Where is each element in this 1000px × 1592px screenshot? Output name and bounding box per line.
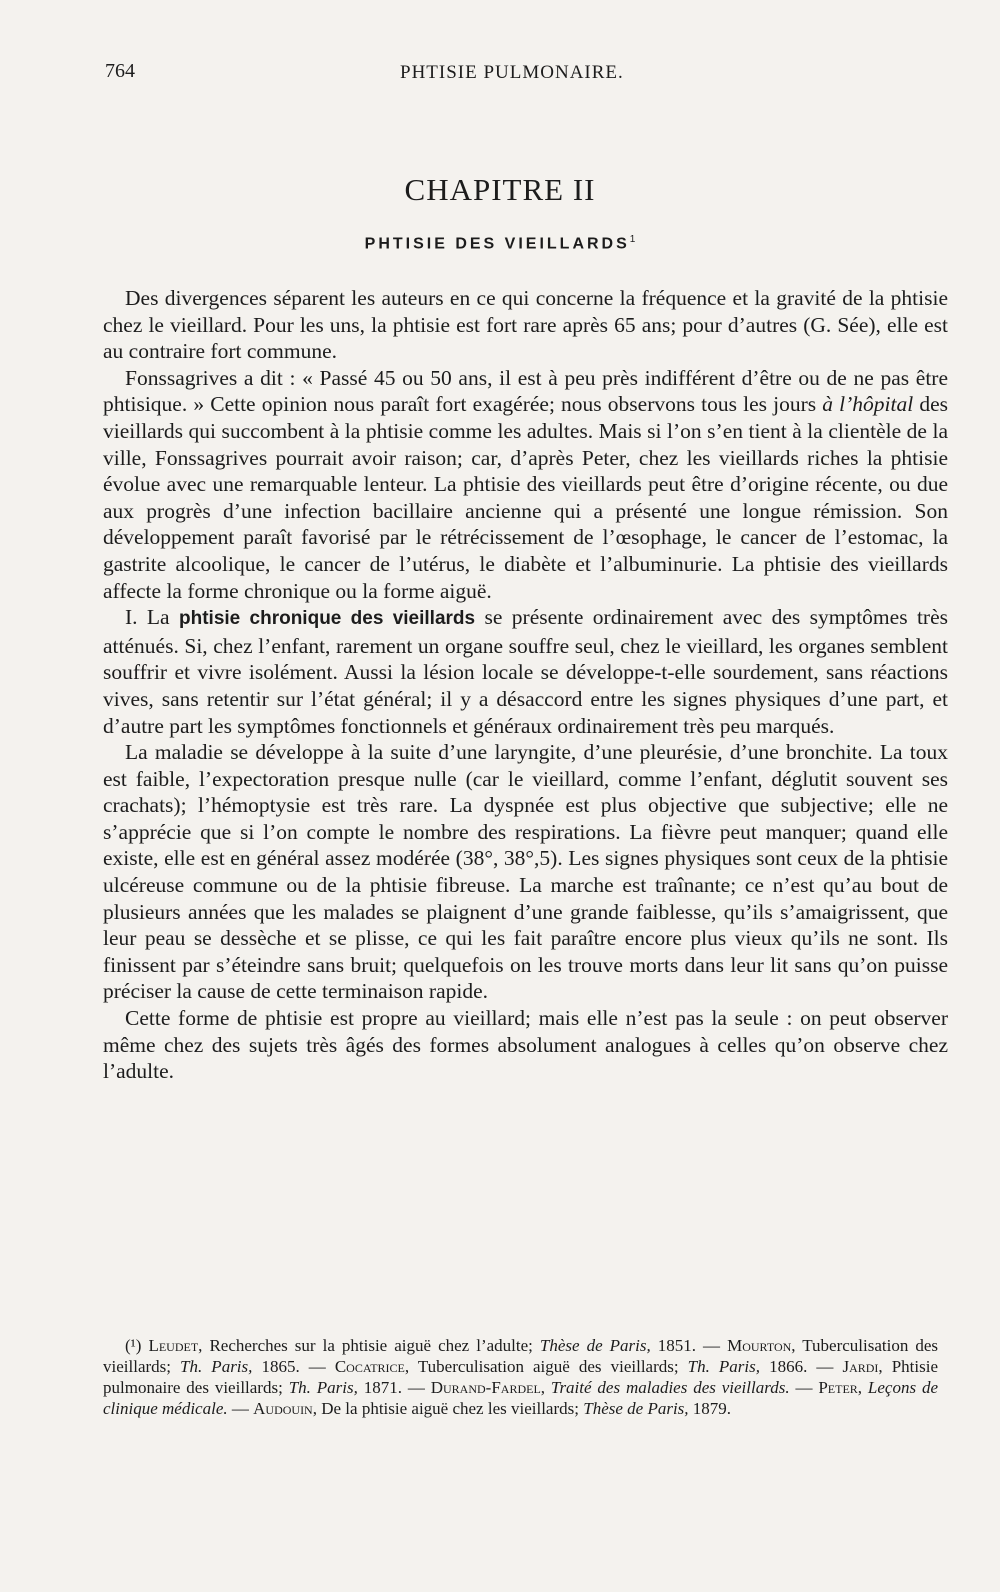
paragraph-1: Des divergences séparent les auteurs en ce qui concerne la fréquence et la gravité de la phtisie chez le vieillard. Pour les uns, la phtisie est fort rare après 65 ans; pour d’autres (G. Sée), elle est au contraire fort commune. <box>103 286 948 364</box>
footnote-year: 1851. — <box>650 1336 728 1355</box>
footnote-title: Traité des maladies des vieillards. <box>550 1378 790 1397</box>
paragraph-2 <box>103 365 948 604</box>
paragraph-3-bold-heading: phtisie chronique des vieillards <box>179 608 476 630</box>
chapter-title: CHAPITRE II <box>404 172 596 207</box>
paragraph-4: La maladie se développe à la suite d’une laryngite, d’une pleurésie, d’une bronchite. La toux est faible, l’expectoration presque nulle (car le vieillard, comme l’enfant, déglutit souvent ses crachats); l’hémoptysie est très rare. La dyspnée est plus objective que subjective; elle ne s’apprécie que si l’on compte le nombre des respirations. La fièvre peut manquer; quand elle existe, elle est en général assez modérée (38°, 38°,5). Les signes physiques sont ceux de la phtisie ulcéreuse commune ou de la phtisie fibreuse. La marche est traînante; ce n’est qu’au bout de plusieurs années que les malades se plaignent d’une grande faiblesse, qu’ils s’amaigrissent, que leur peau se dessèche et se plisse, ce qui les fait paraître encore plus vieux qu’ils ne sont. Ils finissent par s’éteindre sans bruit; quelquefois on les trouve morts dans leur lit sans qu’on puisse préciser la cause de cette terminaison rapide. <box>103 740 948 1004</box>
paragraph-3 <box>103 604 948 739</box>
running-title: PHTISIE PULMONAIRE. <box>400 62 624 83</box>
paragraph-3-rest: se présente ordinairement avec des symptômes très atténués. Si, chez l’enfant, rarement un organe souffre seul, chez le vieillard, les organes semblent souffrir et vivre isolément. Aussi la lésion locale se développe-t-elle sourdement, sans réactions vives, sans retentir sur l’état général; il y a désaccord entre les signes physiques d’une part, et d’autre part les symptômes fonctionnels et généraux ordinairement très peu marqués. <box>103 605 949 738</box>
footnote-thesis: Th. Paris, <box>288 1378 358 1397</box>
footnote-author: Leudet <box>148 1336 199 1355</box>
footnote-thesis: Th. Paris, <box>180 1357 253 1376</box>
footnote-thesis: Thèse de Paris, <box>583 1399 689 1418</box>
footnote-text-part: , Tuberculisation des vieillards; <box>103 1336 939 1376</box>
footnote-separator: — <box>227 1399 254 1418</box>
paragraph-2-part-b: des vieillards qui succombent à la phtisie comme les adultes. Mais si l’on s’en tient à la clientèle de la ville, Fonssagrives pourrait avoir raison; car, d’après Peter, chez les vieillards riches la phtisie évolue avec une remarquable lenteur. La phtisie des vieillards peut être d’origine récente, ou due aux progrès d’une infection bacillaire ancienne qui a présenté une longue rémission. Son développement paraît favorisé par le rétrécissement de l’œsophage, le cancer de l’estomac, la gastrite alcoolique, le cancer de l’utérus, le diabète et l’albuminurie. La phtisie des vieillards affecte la forme chronique ou la forme aiguë. <box>103 392 948 603</box>
footnote-author: Audouin <box>253 1399 313 1418</box>
footnote-author: Cocatrice <box>334 1357 405 1376</box>
paragraph-5: Cette forme de phtisie est propre au vieillard; mais elle n’est pas la seule : on peut observer même chez des sujets très âgés des formes absolument analogues à celles qu’on observe chez l’adulte. <box>103 1006 948 1084</box>
paragraph-3-lead: I. La <box>125 605 179 630</box>
running-header <box>100 60 950 90</box>
footnote-separator: — <box>789 1378 819 1397</box>
footnote-text-part: , De la phtisie aiguë chez les vieillards; <box>312 1399 584 1418</box>
footnote-text-part: , <box>540 1378 551 1397</box>
footnote-thesis: Th. Paris, <box>687 1357 761 1376</box>
footnote-author: Durand-Fardel <box>430 1378 541 1397</box>
footnote-text-part: , <box>857 1378 868 1397</box>
footnote-year: 1871. — <box>357 1378 431 1397</box>
footnote-text-part: , Tuberculisation aiguë des vieillards; <box>404 1357 688 1376</box>
footnote-text-part: , Recherches sur la phtisie aiguë chez l’adulte; <box>198 1336 540 1355</box>
chapter-subtitle <box>0 234 1000 253</box>
paragraph-2-part-a: Fonssagrives a dit : « Passé 45 ou 50 ans, il est à peu près indifférent d’être ou de ne pas être phtisique. » Cette opinion nous paraît fort exagérée; nous observons tous les jours <box>103 365 948 417</box>
footnote-text-part: , Phtisie pulmonaire des vieillards; <box>103 1357 939 1397</box>
footnote-year: 1865. — <box>252 1357 335 1376</box>
footnote-marker: 1 <box>629 234 636 245</box>
footnote-author: Peter <box>818 1378 858 1397</box>
footnote-year: 1866. — <box>760 1357 843 1376</box>
footnote-thesis: Thèse de Paris, <box>539 1336 651 1355</box>
paragraph-2-italic: à l’hôpital <box>822 392 914 417</box>
footnote-year: 1879. <box>688 1399 732 1418</box>
footnote-author: Mourton <box>727 1336 792 1355</box>
footnote-author: Jardi <box>842 1357 879 1376</box>
chapter-subtitle-text: PHTISIE DES VIEILLARDS <box>364 235 630 253</box>
footnote <box>103 1335 938 1419</box>
page-number: 764 <box>105 60 135 82</box>
footnote-title: Leçons de clinique médicale. <box>103 1378 939 1418</box>
body-text <box>103 285 948 1085</box>
footnote-marker-ref: (¹) <box>125 1336 142 1355</box>
footnote-text <box>103 1335 938 1419</box>
